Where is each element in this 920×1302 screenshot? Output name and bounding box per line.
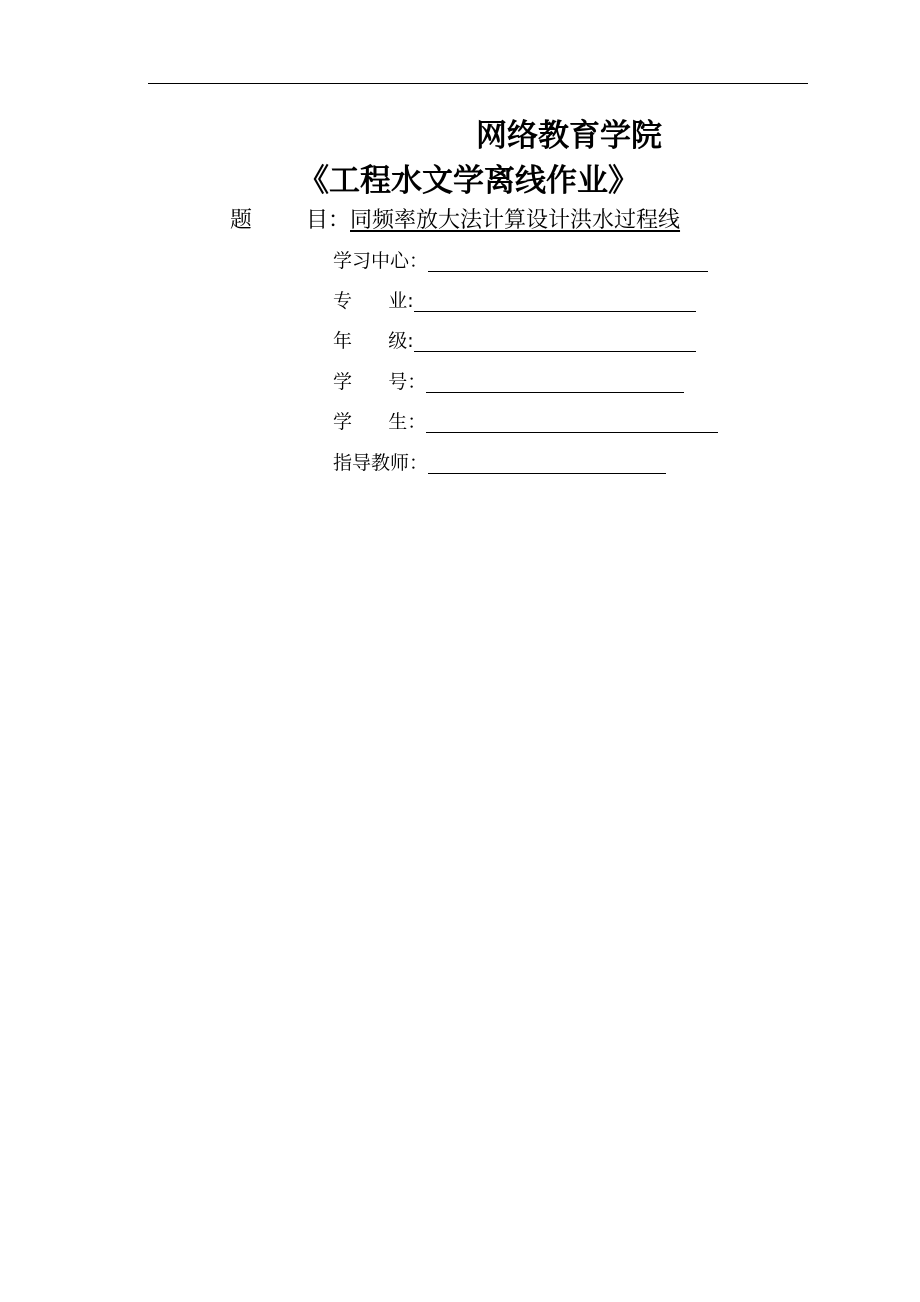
field-value-student[interactable]	[426, 410, 718, 433]
field-value-advisor[interactable]	[428, 451, 666, 474]
topic-label-mu: 目：	[306, 208, 351, 233]
field-label-student: 学 生：	[333, 411, 427, 433]
field-label-grade: 年 级:	[333, 330, 414, 352]
field-row-major	[333, 287, 696, 315]
field-value-major[interactable]	[414, 289, 696, 312]
header-rule	[148, 83, 808, 84]
topic-label-ti: 题	[230, 208, 253, 233]
field-label-student-id: 学 号：	[333, 371, 427, 393]
school-title: 网络教育学院	[476, 118, 662, 154]
field-value-student-id[interactable]	[426, 370, 684, 393]
topic-row	[230, 205, 680, 237]
field-label-major: 专 业:	[333, 290, 414, 312]
field-value-grade[interactable]	[414, 329, 696, 352]
topic-value: 同频率放大法计算设计洪水过程线	[350, 208, 681, 233]
course-title: 《工程水文学离线作业》	[298, 163, 639, 199]
field-row-advisor	[333, 449, 666, 477]
field-row-student	[333, 408, 718, 436]
field-row-learning-center	[333, 247, 708, 275]
field-row-student-id	[333, 368, 684, 396]
field-row-grade	[333, 327, 696, 355]
field-label-advisor: 指导教师：	[333, 452, 429, 474]
field-label-learning-center: 学习中心：	[333, 250, 429, 272]
field-value-learning-center[interactable]	[428, 249, 708, 272]
